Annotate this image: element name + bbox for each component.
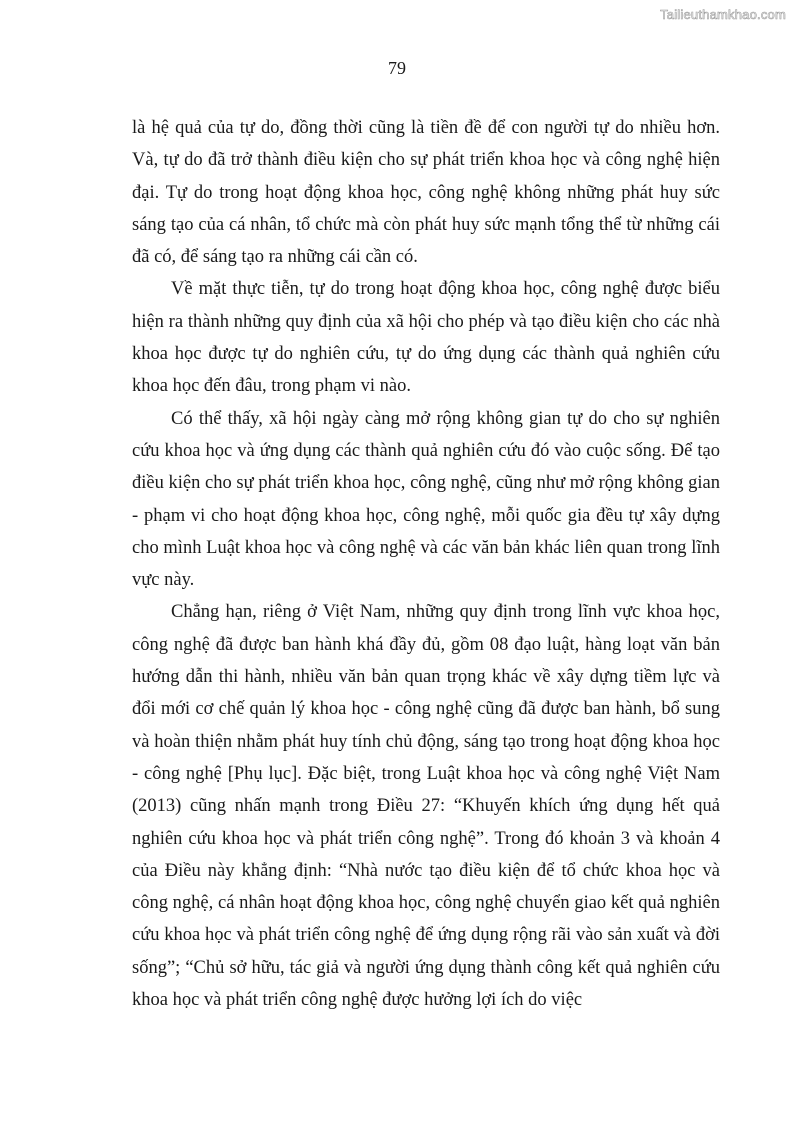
body-text: [132, 112, 720, 1016]
paragraph-3: Có thể thấy, xã hội ngày càng mở rộng không gian tự do cho sự nghiên cứu khoa học và ứng dụng các thành quả nghiên cứu đó vào cuộc sống. Để tạo điều kiện cho sự phát triển khoa học, công nghệ, cũng như mở rộng không gian - phạm vi cho hoạt động khoa học, công nghệ, mỗi quốc gia đều tự xây dựng cho mình Luật khoa học và công nghệ và các văn bản khác liên quan trong lĩnh vực này.: [132, 408, 720, 591]
watermark-text: Tailieuthamkhao.com: [660, 7, 786, 22]
paragraph-4: Chẳng hạn, riêng ở Việt Nam, những quy định trong lĩnh vực khoa học, công nghệ đã được ban hành khá đầy đủ, gồm 08 đạo luật, hàng loạt văn bản hướng dẫn thi hành, nhiều văn bản quan trọng khác về xây dựng tiềm lực và đổi mới cơ chế quản lý khoa học - công nghệ cũng đã được ban hành, bổ sung và hoàn thiện nhằm phát huy tính chủ động, sáng tạo trong hoạt động khoa học - công nghệ [Phụ lục]. Đặc biệt, trong Luật khoa học và công nghệ Việt Nam (2013) cũng nhấn mạnh trong Điều 27: “Khuyến khích ứng dụng hết quả nghiên cứu khoa học và phát triển công nghệ”. Trong đó khoản 3 và khoản 4 của Điều này khẳng định: “Nhà nước tạo điều kiện để tổ chức khoa học và công nghệ, cá nhân hoạt động khoa học, công nghệ chuyển giao kết quả nghiên cứu khoa học và phát triển công nghệ để ứng dụng rộng rãi vào sản xuất và đời sống”; “Chủ sở hữu, tác giả và người ứng dụng thành công kết quả nghiên cứu khoa học và phát triển công nghệ được hưởng lợi ích do việc: [132, 602, 720, 1011]
page-number: 79: [388, 58, 406, 78]
paragraph-1: là hệ quả của tự do, đồng thời cũng là tiền đề để con người tự do nhiều hơn. Và, tự do đã trở thành điều kiện cho sự phát triển khoa học và công nghệ hiện đại. Tự do trong hoạt động khoa học, công nghệ không những phát huy sức sáng tạo của cá nhân, tổ chức mà còn phát huy sức mạnh tổng thể từ những cái đã có, để sáng tạo ra những cái cần có.: [132, 118, 720, 268]
paragraph-2: Về mặt thực tiễn, tự do trong hoạt động khoa học, công nghệ được biểu hiện ra thành những quy định của xã hội cho phép và tạo điều kiện cho các nhà khoa học được tự do nghiên cứu, tự do ứng dụng các thành quả nghiên cứu khoa học đến đâu, trong phạm vi nào.: [132, 279, 720, 397]
